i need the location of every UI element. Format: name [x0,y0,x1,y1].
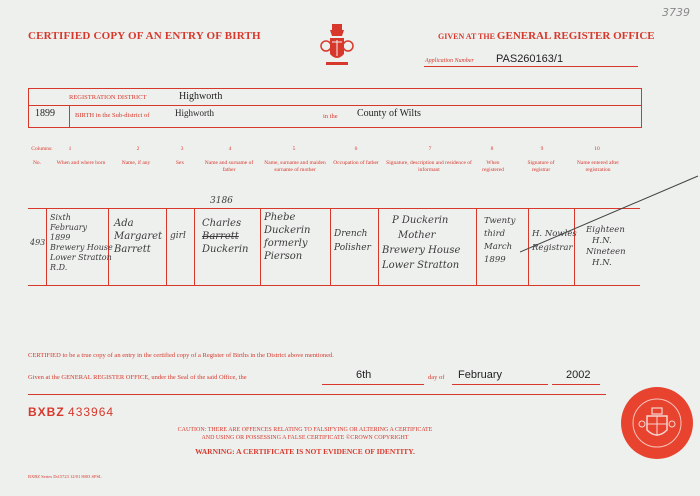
col-header-informant: Signature, description and residence of informant [386,160,472,173]
given-at-header [438,30,655,42]
given-at-statement: Given at the GENERAL REGISTER OFFICE, under the Seal of the said Office, the [28,374,247,381]
district-value: Highworth [179,91,223,102]
col-header-no: No. [32,160,42,166]
serial-number: 433964 [68,405,115,419]
col-num-3: 3 [180,146,184,152]
col-header-occupation: Occupation of father [333,160,379,166]
day-of-label: day of [428,374,445,381]
serial-prefix: BXBZ [28,405,65,419]
col-divider [260,209,261,285]
application-number: PAS260163/1 [496,53,564,65]
certification-day: 6th [356,369,372,381]
footer-rule [28,394,606,395]
col-num-2: 2 [136,146,140,152]
certification-year: 2002 [566,369,591,381]
col-num-4: 4 [228,146,232,152]
col-header-sex: Sex [175,160,185,166]
col-divider [166,209,167,285]
caution-line-2: AND USING OR POSSESSING A FALSE CERTIFICATE ©CROWN COPYRIGHT [201,435,409,441]
certificate-serial [28,405,114,419]
entry-mother: Phebe Duckerin formerly Pierson [264,212,311,262]
col-header-name: Name, if any [121,160,151,166]
entry-when-where: Sixth February 1899 Brewery House Lower Stratton R.D. [50,213,113,272]
registration-box [28,88,642,128]
entry-name-after: Eighteen H.N. Nineteen H.N. [586,225,626,268]
entry-occupation: Drench Polisher [334,229,371,253]
year-underline [552,384,600,385]
entry-sex: girl [170,231,186,241]
col-divider [46,209,47,285]
certified-statement: CERTIFIED to be a true copy of an entry in the certified copy of a Register of Births in the District above mentioned. [28,352,334,359]
county-value: County of Wilts [357,108,421,119]
caution-notice [140,426,470,442]
certification-month: February [458,369,503,381]
entry-registrar: H. Nowles Registrar [532,229,577,253]
col-header-name-after: Name entered after registration [576,160,620,173]
pencil-note: 3739 [662,6,690,19]
royal-crest-icon [318,22,356,70]
columns-label: Columns: [31,146,53,152]
entry-stamp-number: 3186 [210,196,233,206]
col-num-1: 1 [68,146,72,152]
district-label: REGISTRATION DISTRICT [69,94,147,101]
application-number-label: Application Number [425,58,474,64]
entry-registered: Twenty third March 1899 [484,216,516,265]
given-at-office: GENERAL REGISTER OFFICE [496,30,655,42]
col-num-7: 7 [428,146,432,152]
col-divider [378,209,379,285]
registration-year: 1899 [35,108,55,119]
caution-line-1: CAUTION: THERE ARE OFFENCES RELATING TO FALSIFYING OR ALTERING A CERTIFICATE [177,427,433,433]
col-num-9: 9 [540,146,544,152]
gro-seal-icon [620,386,694,460]
col-divider [330,209,331,285]
registration-year-divider [69,105,70,127]
day-underline [322,384,424,385]
col-num-8: 8 [490,146,494,152]
col-num-5: 5 [292,146,296,152]
col-header-when-where: When and where born [56,160,106,166]
entry-no: 493 [30,238,46,247]
col-header-mother: Name, surname and maiden surname of mother [264,160,326,173]
col-header-registered: When registered [482,160,504,173]
month-underline [452,384,548,385]
col-divider [476,209,477,285]
col-divider [194,209,195,285]
warning-notice: WARNING: A CERTIFICATE IS NOT EVIDENCE OF IDENTITY. [195,447,415,456]
col-num-6: 6 [354,146,358,152]
col-num-10: 10 [594,146,600,152]
diagonal-stroke [520,170,700,260]
col-header-registrar: Signature of registrar [527,160,555,173]
col-header-father: Name and surname of father [204,160,254,173]
registration-divider [29,105,641,106]
entry-name: Ada Margaret Barrett [114,218,163,255]
certificate-title: CERTIFIED COPY OF AN ENTRY OF BIRTH [28,30,261,42]
given-at-prefix: GIVEN AT THE [438,32,495,41]
print-code: BXBZ Series Dd.5723 12/01 8003 SPSL [28,474,102,479]
application-underline [424,66,638,67]
in-the-label: in the [323,113,338,120]
birth-subdistrict-label: BIRTH in the Sub-district of [75,112,150,119]
entry-informant: P Duckerin Mother Brewery House Lower Stratton [382,215,461,271]
subdistrict-value: Highworth [175,108,214,118]
entry-father: Charles Barrett Duckerin [202,218,249,255]
